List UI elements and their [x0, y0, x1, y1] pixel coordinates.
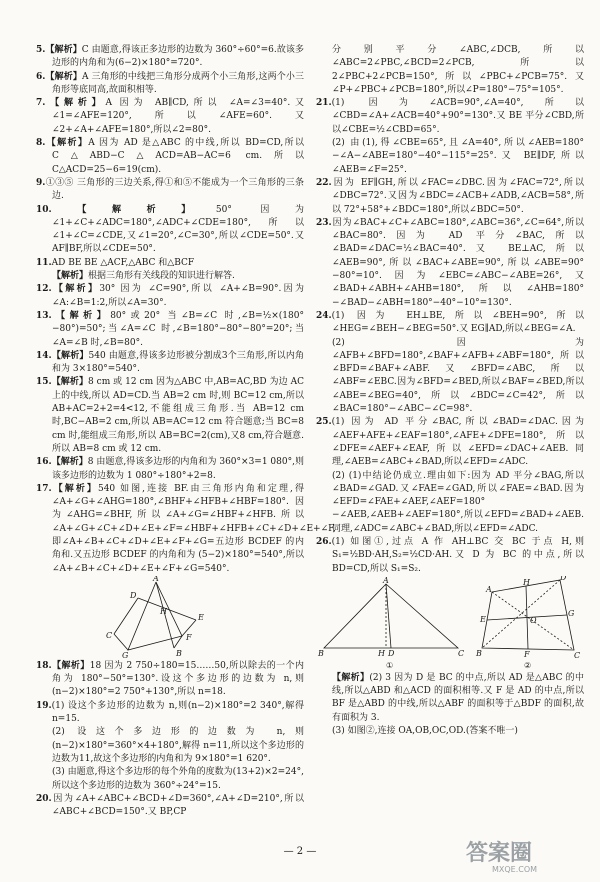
fig17-label: F [186, 632, 192, 642]
answer-item: 25.(1) 因为 AD 平分∠BAC,所以∠BAD=∠DAC.因为∠AEF+AFE+∠EAF=180°,∠AFE+∠DFE=180°,所以∠DFE=∠AEF+∠EAF,所以∠EFD=∠DAC+∠AEB.同理,∠AEB=∠ABC+∠BAD,所以∠EFD=∠ADC. [316, 417, 584, 468]
right-column [316, 44, 584, 738]
fig26a-label: A [383, 575, 389, 585]
fig17-label: D [130, 590, 137, 600]
answer-item: 分别平分∠ABC,∠DCB,所以∠ABC=2∠PBC,∠BCD=2∠PCB,所以 2∠PBC+2∠PCB=150°,所以∠PBC+∠PCB=75°.又∠P+∠PBC+∠PCB=180°,所以∠P=180°−75°=105°. [332, 45, 584, 95]
answer-item: 19.(1) 设这个多边形的边数为 n,则(n−2)×180°=2 340°,解得 n=15. [36, 700, 304, 725]
answer-item: 24.(1) 因为 EH⊥BE,所以∠BEH=90°,所以∠HEG=∠BEH−∠BEG=50°.又 EG∥AD,所以∠BEG=∠A. [316, 310, 584, 335]
fig26a-label: D [388, 648, 395, 658]
answer-item: 17.【解析】540 如图,连接 BF.由三角形内角和定理,得∠A+∠G+∠AHG=180°,∠BHF+∠HFB+∠HBF=180°.因为∠AHG=∠BHF,所以∠A+∠G=∠HBF+∠HFB.所以∠A+∠G+∠C+∠D+∠E+∠F=∠HBF+∠HFB+∠C+∠D+∠E+∠F,即∠A+∠B+∠C+∠D+∠E+∠F+∠G=五边形 BCDEF 的内角和.又五边形 BCDEF 的内角和为 (5−2)×180°=540°,所以∠A+∠B+∠C+∠D+∠E+∠F+∠G=540°. [36, 483, 336, 574]
fig26b-label: G [568, 608, 575, 618]
fig26b-label: D [560, 575, 567, 582]
answer-item: (3) 如图②,连接 OA,OB,OC,OD.(答案不唯一) [332, 726, 518, 737]
fig17-label: G [122, 650, 129, 660]
fig26b-label: H [523, 577, 530, 587]
answer-item: 22.因为 EF∥GH,所以∠FAC=∠DBC.因为∠FAC=72°,所以∠DBC=72°.又因为∠BDC=∠ACB+∠ADB,∠ACB=58°,所以 72°+58°+∠BDC=180°,所以∠BDC=50°. [316, 177, 584, 215]
fig26b-label: B [476, 648, 482, 658]
answer-item: 18.【解析】18 因为 2 750÷180=15……50,所以除去的一个内角为 180°−50°=130°.设这个多边形的边数为 n,则(n−2)×180°=2 750°+130°,所以 n=18. [36, 660, 304, 698]
fig26b-label: F [524, 649, 530, 659]
answer-item: 14.【解析】540 由题意,得该多边形被分割成3个三角形,所以内角和为 3×180°=540°. [36, 350, 304, 375]
answer-item: 6.【解析】A 三角形的中线把三角形分成两个小三角形,这两个小三角形等底同高,故面积相等. [36, 71, 304, 95]
answer-item: 16.【解析】8 由题意,得该多边形的内角和为 360°×3=1 080°,则该多边形的边数为 1 080°÷180°+2=8. [36, 457, 304, 481]
fig26b-label: O [530, 615, 537, 625]
fig26b-label: E [480, 614, 486, 624]
answer-item: (2) 设这个多边形的边数为 n,则(n−2)×180°=360°×4+180°,解得 n=11,所以这个多边形的边数为11,故这个多边形的内角和为 9×180°=1 620°. [52, 727, 304, 764]
fig26a-label: B [318, 648, 324, 658]
answer-item: (2) 由(1),得∠CBE=65°,且∠A=40°,所以∠AEB=180°−∠A−∠ABE=180°−40°−115°=25°.又 BE∥DF,所以∠AEB=∠F=25°. [332, 138, 584, 175]
answer-item: 8.【解析】A 因为 AD 是△ABC 的中线,所以 BD=CD,所以 C△ABD−C△ACD=AB−AC=6 cm.所以 C△ACD=25−6=19(cm). [36, 138, 304, 175]
answer-item: 10.【解析】50° 因为 ∠1+∠C+∠ADC=180°,∠ADC+∠CDE=180°,所以∠1+∠C=∠CDE,又∠1=20°,∠C=30°,所以∠CDE=50°.又 AF∥BF,所以∠CDE=50°. [36, 204, 304, 255]
fig26a-label: H [378, 648, 385, 658]
fig17-label: B [176, 648, 182, 658]
watermark-text: 答案圈 [466, 841, 533, 866]
answer-item: 26.(1) 如图①,过点 A 作 AH⊥BC 交 BC 于点 H,则 S₁=½BD·AH,S₂=½CD·AH.又 D 为 BC 的中点,所以 BD=CD,所以 S₁=S₂. [316, 536, 584, 574]
fig-caption: ② [524, 660, 532, 670]
figure-17 [36, 576, 304, 660]
answer-item: (2) 因为∠AFB+∠BFD=180°,∠BAF+∠AFB+∠ABF=180°,所以∠BFD=∠BAF+∠ABF.又∠BFD=∠ABC,所以∠ABF=∠EBC.因为∠BFD=∠BED,所以∠BAF=∠BED,所以 ∠ABE=∠BEG=40°,所以∠BDC=∠C=42°,所以∠BAC=180°−∠ABC−∠C=98°. [332, 337, 584, 415]
answer-item: 5.【解析】C 由题意,得该正多边形的边数为 360°÷60°=6.故该多边形的内角和为(6−2)×180°=720°. [36, 45, 304, 69]
fig26a-label: C [458, 648, 465, 658]
left-column [36, 44, 336, 819]
answer-item: 9.①③⑤ 三角形的三边关系,得①和⑤不能成为一个三角形的三条边. [36, 177, 304, 202]
answer-item: 【解析】根据三角形有关线段的知识进行解答. [52, 271, 235, 282]
fig17-label: A [153, 575, 159, 583]
fig17-label: E [198, 612, 204, 622]
answer-item: 7.【解析】A 因为 AB∥CD,所以 ∠A=∠3=40°.又∠1=∠AFE=120°,所以∠AFE=60°.又∠2+∠A+∠AFE=180°,所以∠2=80°. [36, 98, 304, 135]
watermark-logo [462, 836, 594, 876]
answer-item: 13.【解析】80°或20° 当∠B=∠C 时,∠B=½×(180°−80°)=50°;当∠A=∠C 时,∠B=180°−80°−80°=20°;当∠A=∠B 时,∠B=80°. [36, 310, 304, 348]
fig17-label: C [106, 630, 113, 640]
fig17-label: H [160, 606, 167, 616]
answer-item: (3) 由题意,得这个多边形的每个外角的度数为(13+2)×2=24°,所以这个多边形的边数为 360°÷24°=15. [52, 767, 304, 791]
page-number: — 2 — [283, 846, 317, 857]
answer-item: 20.因为∠A+∠ABC+∠BCD+∠D=360°,∠A+∠D=210°,所以∠ABC+∠BCD=150°.又 BP,CP [36, 793, 304, 818]
answer-item: 12.【解析】30° 因为 ∠C=90°,所以 ∠A+∠B=90°.因为∠A:∠B=1:2,所以∠A=30°. [36, 284, 304, 308]
figure-26 [316, 576, 584, 672]
answer-item: (2) (1)中结论仍成立.理由如下:因为 AD 平分∠BAG,所以∠BAD=∠GAD.又∠FAE=∠GAD,所以∠FAE=∠BAD.因为∠EFD=∠FAE+∠AEF,∠AEF=180°−∠AEB,∠AEB+∠AEF=180°,所以∠EFD=∠BAD+∠AEB.同理,∠ADC=∠ABC+∠BAD,所以∠EFD=∠ADC. [332, 470, 584, 534]
fig-caption: ① [386, 660, 394, 670]
fig26b-label: A [486, 584, 492, 594]
answer-item: 15.【解析】8 cm 或 12 cm 因为△ABC 中,AB=AC,BD 为边 AC 上的中线,所以 AD=CD.当 AB=2 cm 时,则 BC=12 cm,所以 AB+AC=2+2=4<12,不能组成三角形.当 AB=12 cm 时,BC−AB=2 cm,所以 AB=AC=12 cm 符合题意;当 BC=8 cm 时,能组成三角形,所以 AB=BC=2(cm),又8 cm,符合题意.所以 AB=8 cm 或 12 cm. [36, 377, 304, 454]
answer-item: 【解析】(2) 3 因为 D 是 BC 的中点,所以 AD 是△ABC 的中线,所以△ABD 和△ACD 的面积相等.又 F 是 AD 的中点,所以 BF 是△ABD 的中线,所以△ABF 的面积等于△BDF 的面积,故有面积为 3. [332, 672, 584, 723]
answer-item: 23.因为∠BAC+∠C+∠ABC=180°,∠ABC=36°,∠C=64°,所以∠BAC=80°.因为 AD 平分∠BAC,所以∠BAD=∠DAC=½∠BAC=40°.又 BE⊥AC,所以∠AEB=90°,所以∠BAC+∠ABE=90°,所以∠ABE=90°−80°=10°.因为∠EBC=∠ABC−∠ABE=26°,又∠BAD+∠ABH+∠AHB=180°,所以∠AHB=180°−∠BAD−∠ABH=180°−40°−10°=130°. [316, 217, 584, 308]
watermark-url: MXQE.COM [492, 865, 538, 874]
fig26b-label: C [574, 650, 581, 660]
answer-item: 21.(1) 因为∠ACB=90°,∠A=40°,所以∠CBD=∠A+∠ACB=40°+90°=130°.又 BE 平分∠CBD,所以∠CBE=½∠CBD=65°. [316, 98, 584, 135]
answer-item: 11.AD BE BE △ACF,△ABC 和△BCF [36, 257, 195, 268]
